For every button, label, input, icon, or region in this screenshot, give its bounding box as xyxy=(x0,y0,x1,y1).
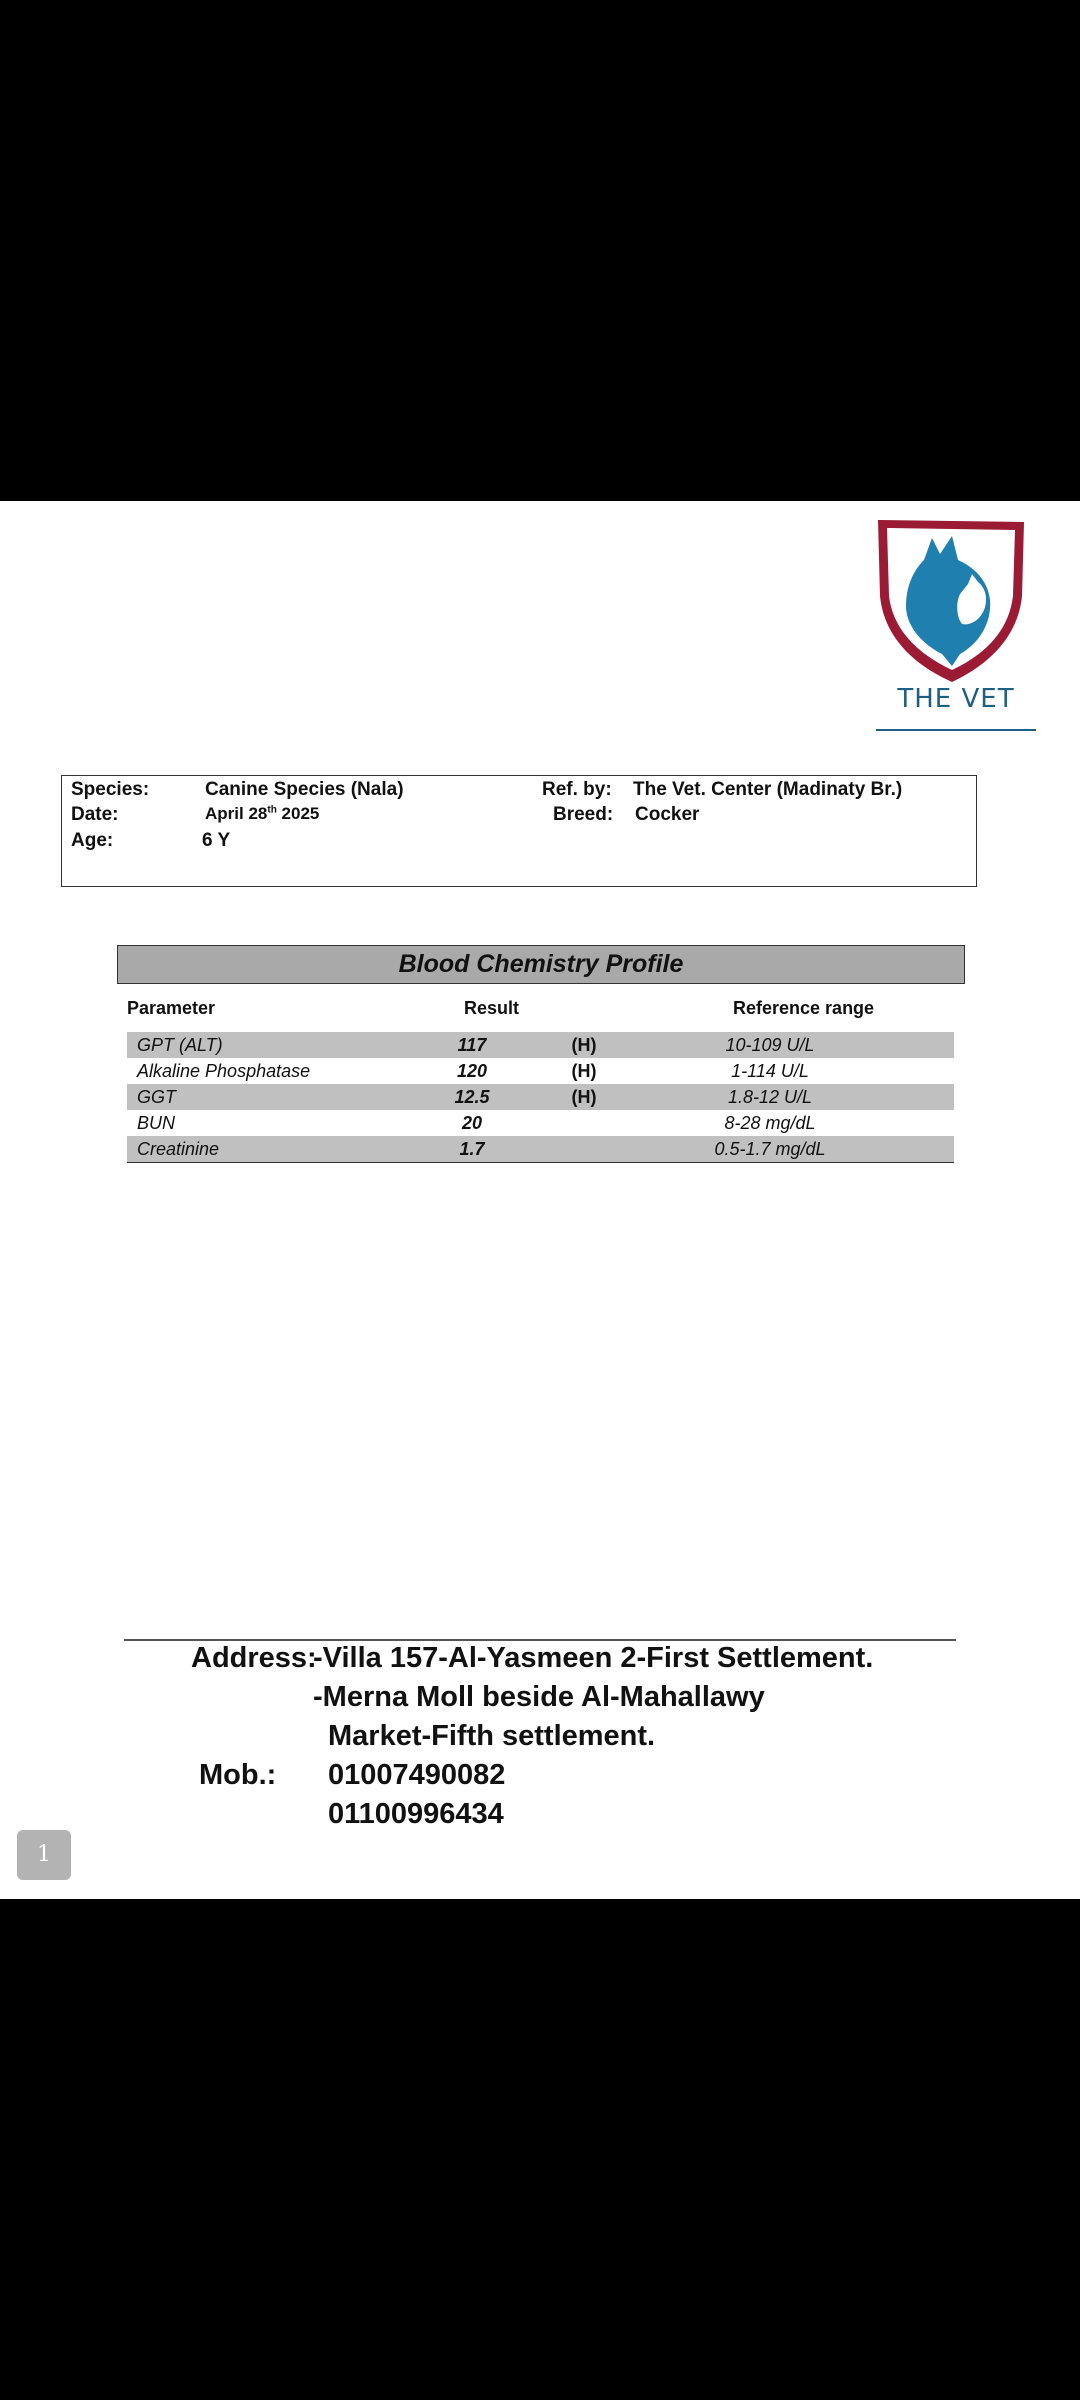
table-row xyxy=(127,1136,954,1162)
shield-logo-icon xyxy=(872,516,1040,686)
table-body xyxy=(127,1032,954,1163)
row-flag: (H) xyxy=(571,1035,597,1055)
species-label: Species: xyxy=(71,779,150,800)
row-result: 1.7 xyxy=(459,1139,485,1159)
table-title: Blood Chemistry Profile xyxy=(117,945,965,984)
mobile-number-2: 01100996434 xyxy=(328,1798,504,1830)
table-row xyxy=(127,1032,954,1058)
row-range: 1-114 U/L xyxy=(731,1061,809,1081)
header-result: Result xyxy=(464,998,520,1018)
breed-value: Cocker xyxy=(635,804,700,825)
row-parameter: BUN xyxy=(137,1113,176,1133)
blood-chemistry-table xyxy=(117,945,965,1159)
species-value: Canine Species (Nala) xyxy=(205,779,404,800)
header-parameter: Parameter xyxy=(127,998,216,1018)
logo-text: THE VET xyxy=(897,684,1015,714)
row-result: 120 xyxy=(456,1061,488,1081)
ref-by-label: Ref. by: xyxy=(542,779,612,800)
row-result: 12.5 xyxy=(454,1087,490,1107)
table-row xyxy=(127,1058,954,1084)
breed-label: Breed: xyxy=(553,804,614,825)
row-range: 1.8-12 U/L xyxy=(727,1087,813,1107)
mobile-number-1: 01007490082 xyxy=(328,1759,506,1791)
date-label: Date: xyxy=(71,804,119,825)
address-line-3: Market-Fifth settlement. xyxy=(328,1720,656,1752)
logo-underline xyxy=(876,729,1036,731)
page-number-badge[interactable]: 1 xyxy=(17,1830,71,1880)
row-parameter: GGT xyxy=(137,1087,176,1107)
row-result: 20 xyxy=(461,1113,483,1133)
ref-by-value: The Vet. Center (Madinaty Br.) xyxy=(633,779,903,800)
address-line-2: -Merna Moll beside Al-Mahallawy xyxy=(313,1681,765,1713)
patient-info-box xyxy=(61,775,977,887)
mob-label: Mob.: xyxy=(199,1759,277,1791)
row-result: 117 xyxy=(457,1035,487,1055)
row-range: 0.5-1.7 mg/dL xyxy=(714,1139,826,1159)
row-flag: (H) xyxy=(571,1087,597,1107)
row-parameter: Alkaline Phosphatase xyxy=(137,1061,311,1081)
header-reference: Reference range xyxy=(733,998,875,1018)
row-parameter: Creatinine xyxy=(137,1139,220,1159)
age-label: Age: xyxy=(71,830,114,851)
table-header xyxy=(117,984,965,1029)
table-row xyxy=(127,1110,954,1136)
table-row xyxy=(127,1084,954,1110)
document-page xyxy=(0,501,1080,1899)
age-value: 6 Y xyxy=(202,830,231,851)
row-range: 8-28 mg/dL xyxy=(724,1113,816,1133)
row-flag: (H) xyxy=(571,1061,597,1081)
the-vet-logo xyxy=(872,516,1040,716)
row-parameter: GPT (ALT) xyxy=(137,1035,223,1055)
address-label: Address: xyxy=(191,1642,317,1674)
date-value: April 28th 2025 xyxy=(205,804,320,823)
row-range: 10-109 U/L xyxy=(725,1035,815,1055)
address-line-1: -Villa 157-Al-Yasmeen 2-First Settlement. xyxy=(313,1642,874,1674)
footer-divider xyxy=(124,1639,956,1641)
